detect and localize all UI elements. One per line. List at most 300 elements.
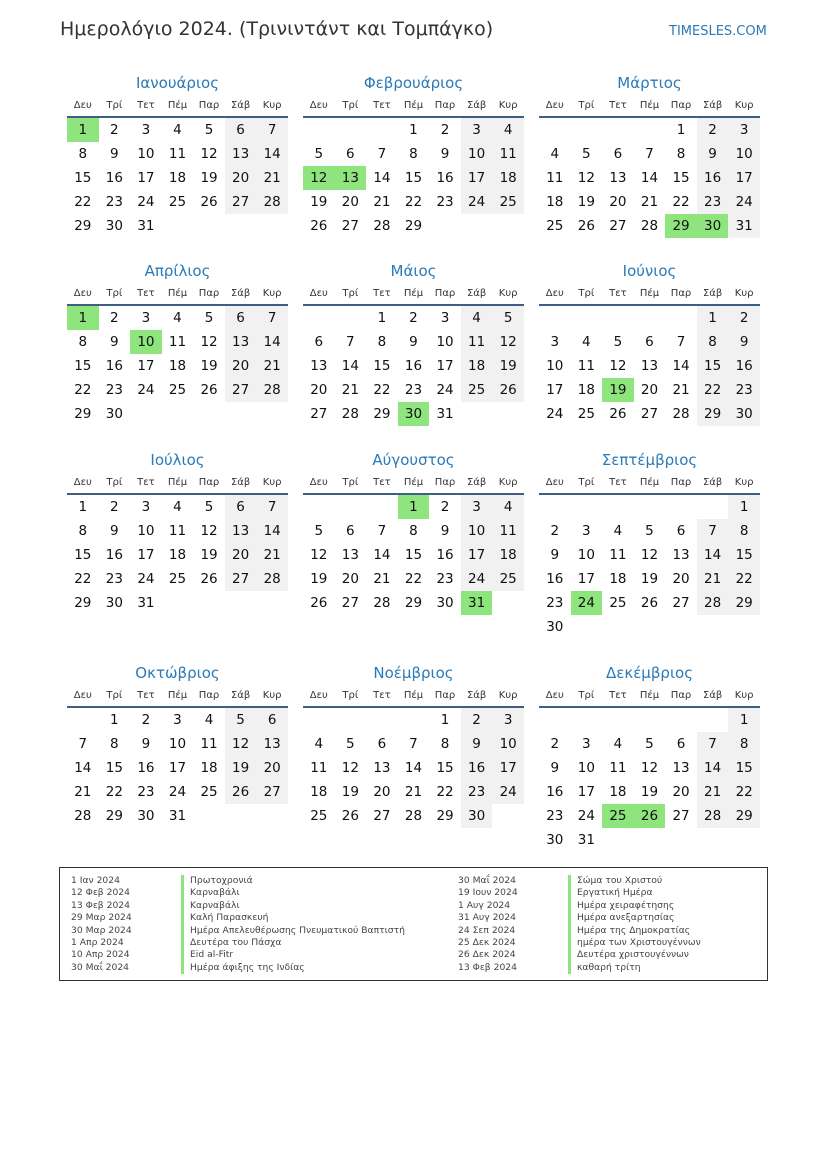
empty-cell xyxy=(366,118,398,142)
weekday-label: Τρί xyxy=(578,690,595,701)
day-cell: 9 xyxy=(110,523,119,539)
holiday-date: 31 Αυγ 2024 xyxy=(458,912,516,924)
day-cell: 22 xyxy=(404,194,423,210)
day-cell: 23 xyxy=(461,780,493,804)
day-cell: 25 xyxy=(461,378,493,402)
day-cell: 8 xyxy=(78,523,88,539)
day-cell: 22 xyxy=(373,382,391,398)
day-cell: 8 xyxy=(440,736,450,752)
day-cell: 20 xyxy=(225,354,257,378)
day-cell: 6 xyxy=(676,736,686,752)
month-name: Δεκέμβριος xyxy=(605,664,693,682)
empty-cell xyxy=(697,495,729,519)
weekday-header xyxy=(539,282,760,306)
empty-cell xyxy=(303,495,335,519)
holiday-date: 25 Δεκ 2024 xyxy=(458,936,516,948)
day-cell: 25 xyxy=(492,567,524,591)
weekday-label: Τετ xyxy=(373,690,391,701)
holiday-date: 26 Δεκ 2024 xyxy=(458,949,516,961)
weekday-label: Πέμ xyxy=(167,477,188,488)
day-cell: 7 xyxy=(377,146,387,162)
weekday-label: Κυρ xyxy=(262,477,282,488)
holiday-name: Ημέρα Απελευθέρωσης Πνευματικού Βαπτιστή xyxy=(181,925,405,937)
weekday-label: Σάβ xyxy=(702,100,723,111)
holiday-day-cell: 25 xyxy=(602,804,634,828)
weekday-label: Τετ xyxy=(137,288,155,299)
day-cell: 7 xyxy=(256,118,288,142)
holiday-day-cell: 29 xyxy=(665,214,697,238)
day-cell: 18 xyxy=(492,166,524,190)
day-cell: 13 xyxy=(341,547,359,563)
day-cell: 1 xyxy=(78,499,88,515)
month-name: Σεπτέμβριος xyxy=(601,451,698,469)
day-cell: 28 xyxy=(256,567,288,591)
holiday-day-cell: 19 xyxy=(602,378,634,402)
day-cell: 9 xyxy=(110,334,119,350)
day-cell: 5 xyxy=(613,334,623,350)
day-cell: 11 xyxy=(310,760,328,776)
holiday-entry xyxy=(71,925,451,937)
empty-cell xyxy=(571,118,603,142)
day-cell: 24 xyxy=(492,780,524,804)
empty-cell xyxy=(366,708,398,732)
month-block xyxy=(303,449,524,615)
day-cell: 28 xyxy=(341,406,359,422)
day-cell: 23 xyxy=(728,378,760,402)
day-cell: 14 xyxy=(341,358,359,374)
holiday-date: 19 Ιουν 2024 xyxy=(458,887,518,899)
day-cell: 25 xyxy=(577,406,595,422)
day-cell: 10 xyxy=(577,547,595,563)
day-cell: 5 xyxy=(346,736,355,752)
day-cell: 28 xyxy=(256,190,288,214)
day-cell: 25 xyxy=(492,190,524,214)
day-cell: 26 xyxy=(609,406,627,422)
day-cell: 27 xyxy=(609,218,627,234)
day-cell: 19 xyxy=(640,571,659,587)
holiday-name: Eid al-Fitr xyxy=(181,949,233,961)
day-cell: 6 xyxy=(645,334,654,350)
holiday-list-left xyxy=(71,875,451,974)
weekday-label: Τρί xyxy=(578,477,595,488)
weekday-label: Δευ xyxy=(309,477,328,488)
day-cell: 3 xyxy=(461,495,493,519)
weekday-label: Σάβ xyxy=(466,690,487,701)
day-cell: 28 xyxy=(373,595,391,611)
day-cell: 17 xyxy=(577,784,595,800)
day-cell: 12 xyxy=(640,547,659,563)
weekday-label: Πέμ xyxy=(167,100,188,111)
holiday-entry xyxy=(71,875,451,887)
weekday-label: Τετ xyxy=(137,690,155,701)
day-cell: 5 xyxy=(645,523,654,539)
day-cell: 13 xyxy=(672,547,690,563)
empty-cell xyxy=(398,708,430,732)
day-cell: 23 xyxy=(404,382,423,398)
day-cell: 27 xyxy=(640,406,659,422)
day-cell: 23 xyxy=(546,595,564,611)
day-cell: 5 xyxy=(204,499,214,515)
brand-link[interactable]: TIMESLES.COM xyxy=(669,24,767,39)
day-cell: 15 xyxy=(74,170,92,186)
day-cell: 19 xyxy=(200,547,218,563)
weekday-label: Δευ xyxy=(73,690,92,701)
day-cell: 4 xyxy=(173,310,182,326)
day-cell: 20 xyxy=(256,756,288,780)
day-cell: 11 xyxy=(609,760,627,776)
holiday-date: 10 Απρ 2024 xyxy=(71,949,130,961)
weekday-label: Πέμ xyxy=(167,690,188,701)
day-cell: 10 xyxy=(492,732,524,756)
weekday-label: Παρ xyxy=(434,477,456,488)
empty-cell xyxy=(602,306,634,330)
day-cell: 29 xyxy=(404,595,423,611)
day-cell: 4 xyxy=(613,736,623,752)
day-cell: 17 xyxy=(461,166,493,190)
weekday-label: Πέμ xyxy=(639,100,660,111)
day-cell: 17 xyxy=(137,358,155,374)
day-cell: 18 xyxy=(609,571,627,587)
day-cell: 29 xyxy=(74,406,92,422)
empty-cell xyxy=(303,306,335,330)
day-cell: 22 xyxy=(105,784,123,800)
day-cell: 6 xyxy=(377,736,387,752)
day-cell: 23 xyxy=(436,571,454,587)
day-cell: 29 xyxy=(728,591,760,615)
day-cell: 4 xyxy=(613,523,623,539)
day-cell: 18 xyxy=(461,354,493,378)
holiday-name: Ημέρα χειραφέτησης xyxy=(568,900,674,912)
day-cell: 1 xyxy=(440,712,450,728)
month-name: Μάιος xyxy=(390,262,437,280)
day-grid xyxy=(303,708,524,828)
empty-cell xyxy=(539,118,571,142)
day-cell: 29 xyxy=(105,808,123,824)
day-cell: 12 xyxy=(492,330,524,354)
holiday-legend xyxy=(59,867,768,981)
day-cell: 21 xyxy=(373,194,391,210)
weekday-label: Κυρ xyxy=(734,690,754,701)
day-cell: 18 xyxy=(609,784,627,800)
day-cell: 24 xyxy=(436,382,454,398)
day-cell: 24 xyxy=(461,567,493,591)
day-cell: 13 xyxy=(609,170,627,186)
day-cell: 2 xyxy=(110,499,119,515)
day-cell: 27 xyxy=(225,190,257,214)
weekday-label: Παρ xyxy=(434,690,456,701)
day-cell: 26 xyxy=(341,808,359,824)
holiday-day-cell: 1 xyxy=(67,306,99,330)
day-cell: 13 xyxy=(310,358,328,374)
day-cell: 5 xyxy=(582,146,591,162)
weekday-label: Πέμ xyxy=(403,100,424,111)
day-cell: 12 xyxy=(341,760,359,776)
day-cell: 25 xyxy=(609,595,627,611)
weekday-label: Πέμ xyxy=(167,288,188,299)
day-cell: 7 xyxy=(78,736,88,752)
day-cell: 13 xyxy=(225,330,257,354)
holiday-name: Ημέρα ανεξαρτησίας xyxy=(568,912,674,924)
day-cell: 23 xyxy=(105,571,123,587)
day-cell: 16 xyxy=(728,354,760,378)
day-cell: 10 xyxy=(137,523,155,539)
day-cell: 14 xyxy=(697,756,729,780)
day-cell: 31 xyxy=(137,218,155,234)
month-name: Οκτώβριος xyxy=(135,664,220,682)
day-cell: 28 xyxy=(74,808,92,824)
day-cell: 26 xyxy=(310,595,328,611)
day-cell: 29 xyxy=(373,406,391,422)
day-cell: 2 xyxy=(110,310,119,326)
holiday-entry xyxy=(458,949,758,961)
empty-cell xyxy=(602,495,634,519)
day-cell: 7 xyxy=(697,519,729,543)
day-cell: 13 xyxy=(225,519,257,543)
day-cell: 14 xyxy=(697,543,729,567)
holiday-entry xyxy=(458,875,758,887)
month-name: Ιούλιος xyxy=(150,451,205,469)
day-cell: 15 xyxy=(436,760,454,776)
holiday-name: Καρναβάλι xyxy=(181,887,240,899)
weekday-label: Κυρ xyxy=(734,100,754,111)
day-cell: 28 xyxy=(697,804,729,828)
day-cell: 16 xyxy=(404,358,423,374)
weekday-label: Σάβ xyxy=(466,477,487,488)
day-cell: 8 xyxy=(409,523,418,539)
day-cell: 15 xyxy=(404,547,423,563)
day-cell: 15 xyxy=(672,170,690,186)
day-cell: 20 xyxy=(310,382,328,398)
weekday-label: Τετ xyxy=(137,477,155,488)
day-cell: 2 xyxy=(141,712,151,728)
day-cell: 4 xyxy=(492,118,524,142)
weekday-label: Σάβ xyxy=(702,288,723,299)
day-cell: 22 xyxy=(728,780,760,804)
weekday-label: Δευ xyxy=(73,477,92,488)
day-cell: 26 xyxy=(577,218,595,234)
weekday-label: Τετ xyxy=(373,100,391,111)
day-cell: 6 xyxy=(346,523,355,539)
holiday-name: Ημέρα της Δημοκρατίας xyxy=(568,925,690,937)
holiday-date: 30 Μαΐ 2024 xyxy=(458,875,517,886)
holiday-day-cell: 10 xyxy=(130,330,162,354)
weekday-label: Κυρ xyxy=(498,288,518,299)
day-cell: 27 xyxy=(256,780,288,804)
holiday-date: 29 Μαρ 2024 xyxy=(71,912,132,924)
weekday-label: Σάβ xyxy=(702,690,723,701)
weekday-header xyxy=(539,94,760,118)
day-cell: 16 xyxy=(137,760,155,776)
day-cell: 20 xyxy=(640,382,659,398)
day-cell: 6 xyxy=(613,146,623,162)
day-cell: 30 xyxy=(546,832,564,848)
day-cell: 22 xyxy=(74,382,92,398)
day-cell: 18 xyxy=(310,784,328,800)
weekday-label: Κυρ xyxy=(262,100,282,111)
holiday-name: Ημέρα άφιξης της Ινδίας xyxy=(181,962,305,974)
day-cell: 9 xyxy=(697,142,729,166)
holiday-day-cell: 24 xyxy=(571,591,603,615)
day-cell: 17 xyxy=(728,166,760,190)
month-block xyxy=(67,449,288,615)
day-cell: 2 xyxy=(550,523,560,539)
day-cell: 25 xyxy=(168,194,187,210)
day-cell: 8 xyxy=(676,146,686,162)
day-grid xyxy=(67,118,288,238)
day-cell: 17 xyxy=(168,760,187,776)
holiday-name: Πρωτοχρονιά xyxy=(181,875,253,887)
holiday-name: ημέρα των Χριστουγέννων xyxy=(568,937,701,949)
weekday-label: Σάβ xyxy=(230,690,251,701)
month-name: Νοέμβριος xyxy=(373,664,454,682)
day-cell: 3 xyxy=(582,736,591,752)
weekday-label: Τρί xyxy=(342,100,359,111)
day-cell: 12 xyxy=(200,334,218,350)
day-cell: 30 xyxy=(105,218,123,234)
day-cell: 25 xyxy=(168,382,187,398)
empty-cell xyxy=(303,708,335,732)
day-cell: 5 xyxy=(204,122,214,138)
weekday-label: Παρ xyxy=(670,477,692,488)
day-cell: 18 xyxy=(577,382,595,398)
day-cell: 14 xyxy=(256,142,288,166)
holiday-date: 1 Απρ 2024 xyxy=(71,936,124,948)
day-grid xyxy=(539,708,760,852)
day-cell: 1 xyxy=(377,310,387,326)
day-cell: 6 xyxy=(225,306,257,330)
weekday-label: Κυρ xyxy=(498,100,518,111)
day-cell: 17 xyxy=(436,358,454,374)
day-cell: 4 xyxy=(173,122,182,138)
holiday-entry xyxy=(458,887,758,899)
holiday-date: 12 Φεβ 2024 xyxy=(71,887,130,899)
weekday-label: Τρί xyxy=(106,100,123,111)
weekday-label: Δευ xyxy=(73,100,92,111)
day-cell: 1 xyxy=(697,306,729,330)
day-cell: 5 xyxy=(225,708,257,732)
day-cell: 18 xyxy=(168,170,187,186)
weekday-label: Τετ xyxy=(137,100,155,111)
weekday-header xyxy=(539,684,760,708)
day-cell: 8 xyxy=(697,330,729,354)
day-cell: 29 xyxy=(728,804,760,828)
day-cell: 16 xyxy=(697,166,729,190)
day-cell: 3 xyxy=(492,708,524,732)
weekday-label: Τρί xyxy=(342,690,359,701)
month-name: Μάρτιος xyxy=(617,74,682,92)
holiday-day-cell: 31 xyxy=(461,591,493,615)
day-cell: 16 xyxy=(105,170,123,186)
day-cell: 4 xyxy=(550,146,560,162)
empty-cell xyxy=(335,306,367,330)
day-cell: 10 xyxy=(546,358,564,374)
month-block xyxy=(539,72,760,238)
month-name: Ιανουάριος xyxy=(135,74,219,92)
day-cell: 7 xyxy=(697,732,729,756)
day-cell: 22 xyxy=(728,567,760,591)
day-cell: 17 xyxy=(137,170,155,186)
day-cell: 9 xyxy=(409,334,418,350)
day-cell: 19 xyxy=(310,571,328,587)
day-cell: 2 xyxy=(461,708,493,732)
day-cell: 24 xyxy=(461,190,493,214)
day-cell: 12 xyxy=(200,523,218,539)
weekday-label: Πέμ xyxy=(403,690,424,701)
empty-cell xyxy=(303,118,335,142)
empty-cell xyxy=(571,306,603,330)
day-cell: 12 xyxy=(225,732,257,756)
day-cell: 31 xyxy=(436,406,454,422)
empty-cell xyxy=(571,495,603,519)
holiday-date: 1 Ιαν 2024 xyxy=(71,875,120,886)
day-cell: 4 xyxy=(204,712,214,728)
day-cell: 9 xyxy=(141,736,151,752)
day-cell: 1 xyxy=(409,122,418,138)
day-cell: 12 xyxy=(640,760,659,776)
day-cell: 28 xyxy=(640,218,659,234)
day-cell: 10 xyxy=(137,146,155,162)
day-cell: 13 xyxy=(256,732,288,756)
weekday-label: Κυρ xyxy=(734,288,754,299)
day-cell: 9 xyxy=(440,146,450,162)
weekday-label: Τετ xyxy=(373,288,391,299)
weekday-label: Τετ xyxy=(609,477,627,488)
empty-cell xyxy=(665,495,697,519)
month-block xyxy=(539,662,760,852)
day-cell: 5 xyxy=(492,306,524,330)
holiday-date: 30 Μαρ 2024 xyxy=(71,924,132,936)
empty-cell xyxy=(634,118,666,142)
day-cell: 24 xyxy=(546,406,564,422)
day-cell: 23 xyxy=(105,194,123,210)
day-cell: 8 xyxy=(78,146,88,162)
empty-cell xyxy=(335,708,367,732)
day-grid xyxy=(539,306,760,426)
day-cell: 14 xyxy=(74,760,92,776)
weekday-label: Σάβ xyxy=(466,288,487,299)
day-cell: 3 xyxy=(461,118,493,142)
day-cell: 22 xyxy=(697,378,729,402)
holiday-date: 13 Φεβ 2024 xyxy=(458,961,517,973)
weekday-label: Κυρ xyxy=(262,690,282,701)
day-cell: 9 xyxy=(440,523,450,539)
day-cell: 11 xyxy=(609,547,627,563)
holiday-day-cell: 30 xyxy=(697,214,729,238)
day-cell: 8 xyxy=(409,146,418,162)
weekday-label: Κυρ xyxy=(262,288,282,299)
day-cell: 1 xyxy=(728,708,760,732)
day-cell: 14 xyxy=(373,170,391,186)
day-cell: 15 xyxy=(728,543,760,567)
day-cell: 16 xyxy=(436,547,454,563)
day-cell: 8 xyxy=(78,334,88,350)
day-cell: 29 xyxy=(404,218,423,234)
day-cell: 20 xyxy=(225,166,257,190)
day-cell: 10 xyxy=(728,142,760,166)
day-cell: 3 xyxy=(582,523,591,539)
day-cell: 27 xyxy=(373,808,391,824)
day-cell: 7 xyxy=(409,736,418,752)
holiday-entry xyxy=(458,925,758,937)
holiday-entry xyxy=(71,962,451,974)
day-cell: 5 xyxy=(314,523,324,539)
day-grid xyxy=(303,118,524,238)
day-cell: 10 xyxy=(577,760,595,776)
weekday-header xyxy=(67,684,288,708)
day-cell: 12 xyxy=(577,170,595,186)
weekday-header xyxy=(67,471,288,495)
weekday-label: Τρί xyxy=(106,690,123,701)
